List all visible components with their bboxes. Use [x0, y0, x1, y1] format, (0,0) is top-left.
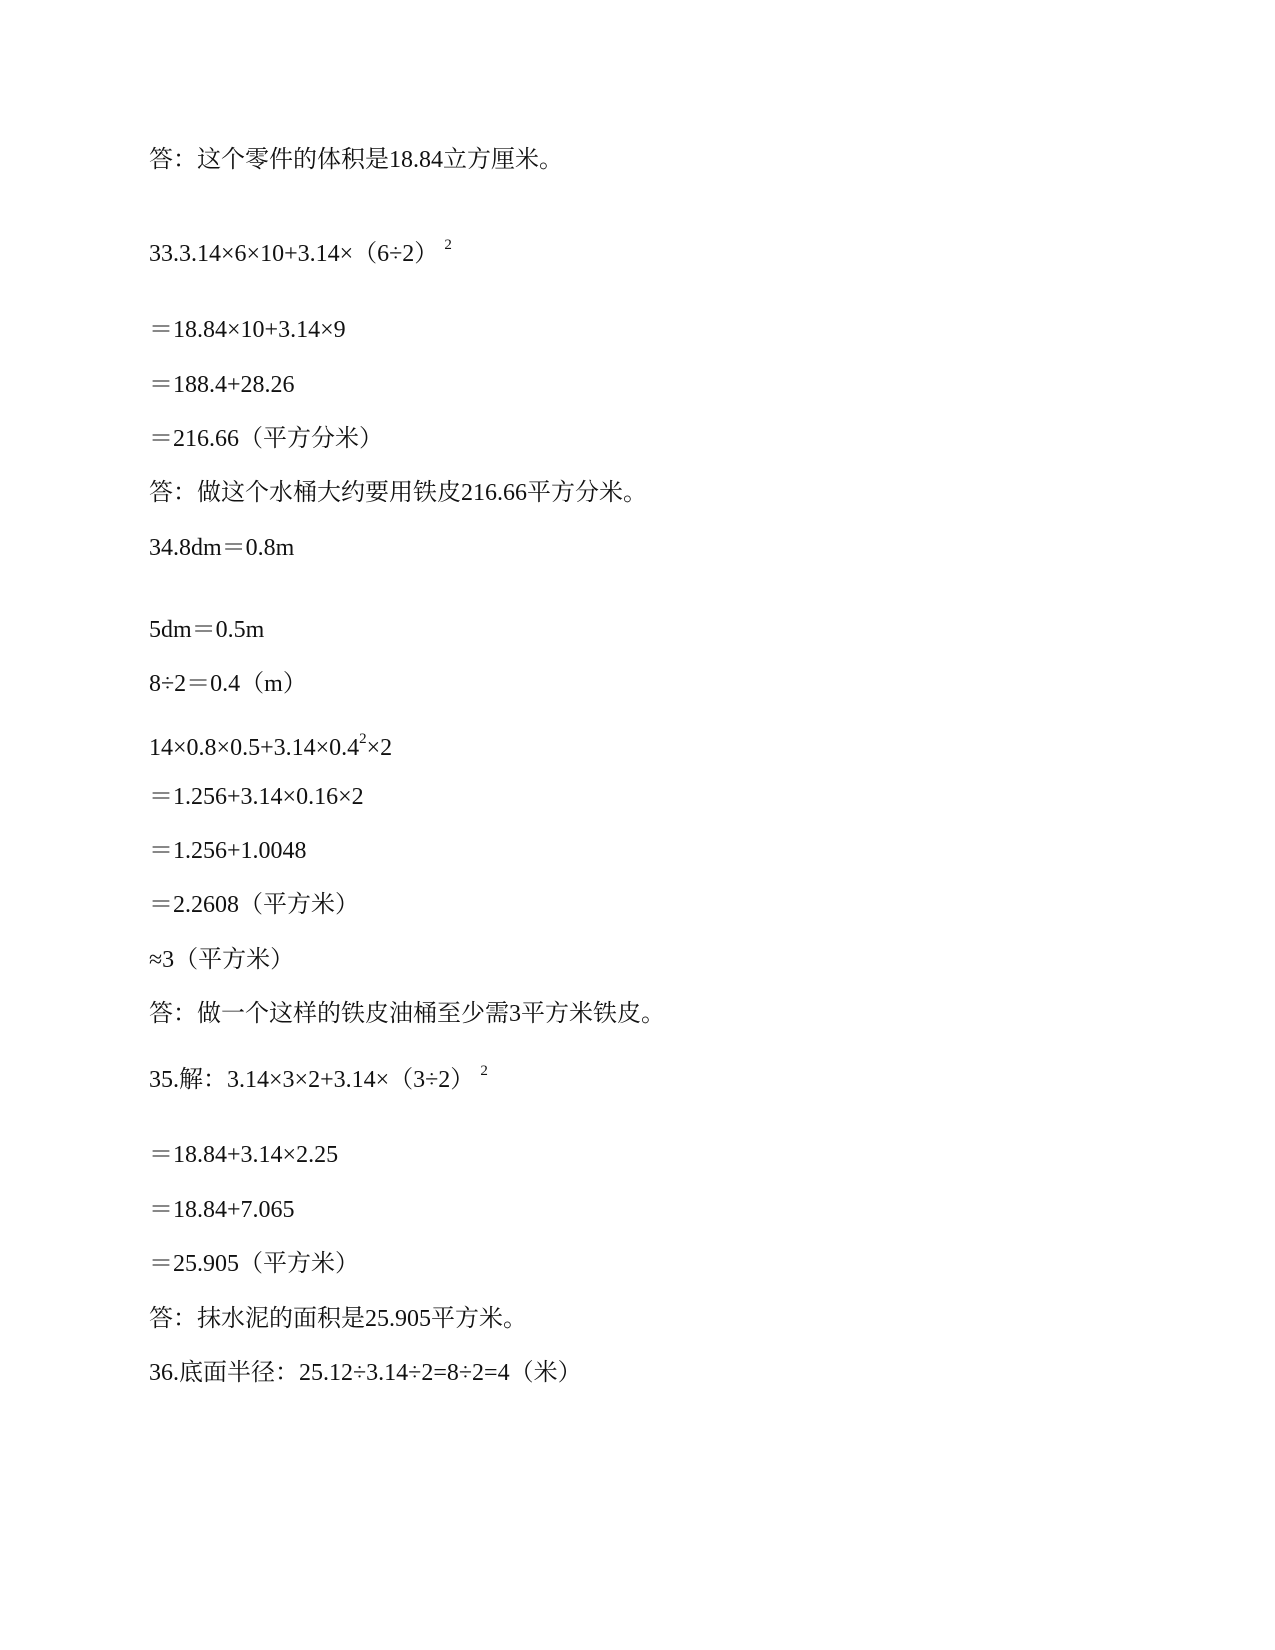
text-line: 答：做一个这样的铁皮油桶至少需3平方米铁皮。 — [149, 1001, 665, 1027]
text-line: ≈3（平方米） — [149, 947, 295, 973]
step-line — [149, 615, 264, 645]
question-36-radius — [149, 1358, 582, 1388]
exponent: 2 — [359, 731, 367, 747]
answer-35 — [149, 1304, 527, 1334]
text-line: ＝18.84+3.14×2.25 — [149, 1142, 339, 1168]
question-34-conversion — [149, 533, 294, 563]
step-line — [149, 669, 307, 699]
text-line: 36.底面半径：25.12÷3.14÷2=8÷2=4（米） — [149, 1360, 582, 1386]
text-line: ＝2.2608（平方米） — [149, 892, 359, 918]
text-line: 答：做这个水桶大约要用铁皮216.66平方分米。 — [149, 480, 647, 506]
step-line — [149, 945, 294, 975]
text-line: ＝18.84×10+3.14×9 — [149, 317, 346, 343]
text-line: 5dm＝0.5m — [149, 617, 265, 643]
text-line: ＝25.905（平方米） — [149, 1251, 359, 1277]
text-line: 8÷2＝0.4（m） — [149, 671, 307, 697]
text-line: 35.解：3.14×3×2+3.14×（3÷2） — [149, 1067, 475, 1093]
exponent: 2 — [480, 1063, 488, 1079]
text-line: ＝1.256+3.14×0.16×2 — [149, 784, 364, 810]
answer-33 — [149, 478, 647, 508]
step-line — [149, 1140, 338, 1170]
step-line — [149, 1249, 359, 1279]
text-line: ＝188.4+28.26 — [149, 372, 295, 398]
text-line: ×2 — [366, 735, 393, 761]
answer-32 — [149, 145, 563, 175]
step-line — [149, 370, 295, 400]
exponent: 2 — [444, 237, 452, 253]
step-line — [149, 836, 307, 866]
text-line: 14×0.8×0.5+3.14×0.4 — [149, 735, 360, 761]
step-line — [149, 424, 383, 454]
step-line — [149, 890, 359, 920]
text-line: 答：这个零件的体积是18.84立方厘米。 — [149, 147, 563, 173]
text-line: 34.8dm＝0.8m — [149, 535, 295, 561]
step-line — [149, 1195, 295, 1225]
text-line: ＝1.256+1.0048 — [149, 838, 307, 864]
answer-34 — [149, 999, 665, 1029]
text-line: 33.3.14×6×10+3.14×（6÷2） — [149, 241, 439, 267]
text-line: 答：抹水泥的面积是25.905平方米。 — [149, 1306, 527, 1332]
question-34-expression — [149, 727, 392, 763]
step-line — [149, 782, 364, 812]
text-line: ＝216.66（平方分米） — [149, 426, 383, 452]
step-line — [149, 315, 346, 345]
question-35-expression — [149, 1059, 488, 1095]
text-line: ＝18.84+7.065 — [149, 1197, 295, 1223]
question-33-expression — [149, 233, 452, 269]
